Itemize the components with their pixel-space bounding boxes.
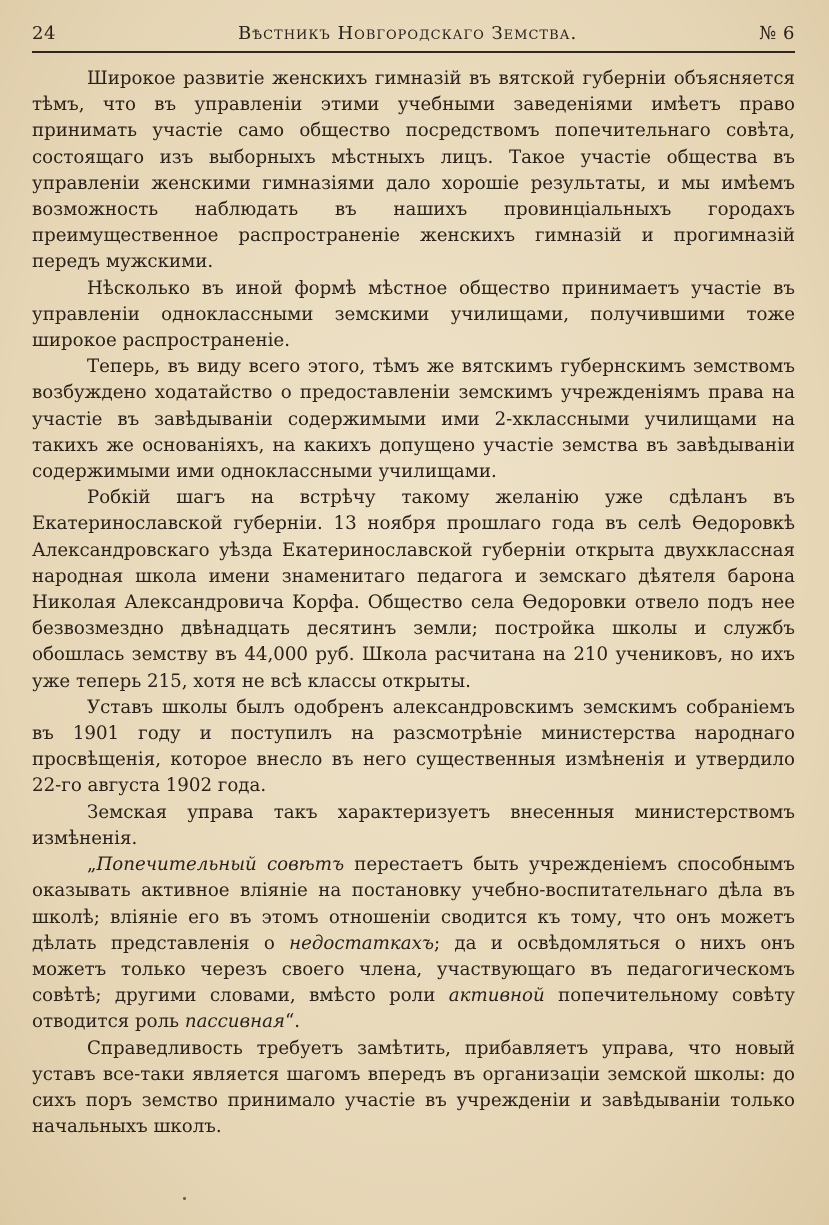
quote-segment: „ [87, 854, 97, 876]
paper-speck [183, 1197, 186, 1200]
quote-segment: ; да и освѣдомляться о нихъ онъ можетъ только черезъ своего члена, участвующаго въ педагогическомъ совѣтѣ; другими словами, вмѣсто роли [32, 932, 796, 1007]
journal-title: Вѣстникъ Новгородскаго Земства. [237, 22, 578, 44]
article-body [32, 66, 795, 1140]
quote-segment-italic: активной [448, 985, 545, 1007]
quote-segment: попечительному совѣту отводится роль [32, 985, 795, 1033]
quote-segment-italic: пассивная [184, 1011, 285, 1033]
paragraph-6: Земская управа такъ характеризуетъ внесенныя министерствомъ измѣненія. [32, 801, 795, 849]
paragraph-4: Робкій шагъ на встрѣчу такому желанію уже сдѣланъ въ Екатеринославской губерніи. 13 ноября прошлаго года въ селѣ Ѳедоровкѣ Александровскаго уѣзда Екатеринославской губерніи открыта двухклассная народная школа имени знаменитаго педагога и земскаго дѣятеля барона Николая Александровича Корфа. Общество села Ѳедоровки отвело подъ нее безвозмездно двѣнадцать десятинъ земли; постройка школы и службъ обошлась земству въ 44,000 руб. Школа расчитана на 210 учениковъ, но ихъ уже теперь 215, хотя не всѣ классы открыты. [32, 487, 795, 692]
paragraph-8: Справедливость требуетъ замѣтить, прибавляетъ управа, что новый уставъ все-таки является шагомъ впередъ въ организаціи земской школы: до сихъ поръ земство принимало участіе въ учрежденіи и завѣдываніи только начальныхъ школъ. [32, 1037, 795, 1138]
paragraph-3: Теперь, въ виду всего этого, тѣмъ же вятскимъ губернскимъ земствомъ возбуждено ходатайство о предоставленіи земскимъ учрежденіямъ права на участіе въ завѣдываніи содержимыми ими 2-хклассными училищами на такихъ же основаніяхъ, на какихъ допущено участіе земства въ завѣдываніи содержимыми ими одноклассными училищами. [32, 356, 795, 483]
quote-segment: перестаетъ быть учрежденіемъ способнымъ оказывать активное вліяніе на постановку учебно-воспитательнаго дѣла въ школѣ; вліяніе его въ этомъ отношеніи сводится къ тому, что онъ можетъ дѣлать представленія о [32, 854, 795, 954]
quote-segment-italic: недостаткахъ [289, 932, 434, 954]
quote-segment: “. [284, 1011, 301, 1033]
paragraph-5: Уставъ школы былъ одобренъ александровскимъ земскимъ собраніемъ въ 1901 году и поступилъ на разсмотрѣніе министерства народнаго просвѣщенія, которое внесло въ него существенныя измѣненія и утвердило 22-го августа 1902 года. [32, 696, 795, 797]
header-rule [32, 51, 795, 53]
paragraph-1: Широкое развитіе женскихъ гимназій въ вятской губерніи объясняется тѣмъ, что въ управленіи этими учебными заведеніями имѣетъ право принимать участіе само общество посредствомъ попечительнаго совѣта, состоящаго изъ выборныхъ мѣстныхъ лицъ. Такое участіе общества въ управленіи женскими гимназіями дало хорошіе результаты, и мы имѣемъ возможность наблюдать въ нашихъ провинціальныхъ городахъ преимущественное распространеніе женскихъ гимназій и прогимназій передъ мужскими. [32, 68, 795, 273]
quote-segment-italic: Попечительный совѣтъ [96, 854, 345, 876]
paragraph-7-quote [32, 852, 795, 1035]
paragraph-2: Нѣсколько въ иной формѣ мѣстное общество принимаетъ участіе въ управленіи одноклассными земскими училищами, получившими тоже широкое распространеніе. [32, 277, 795, 352]
issue-number: № 6 [759, 22, 795, 44]
page-number: 24 [32, 22, 56, 44]
page-header [32, 16, 795, 50]
